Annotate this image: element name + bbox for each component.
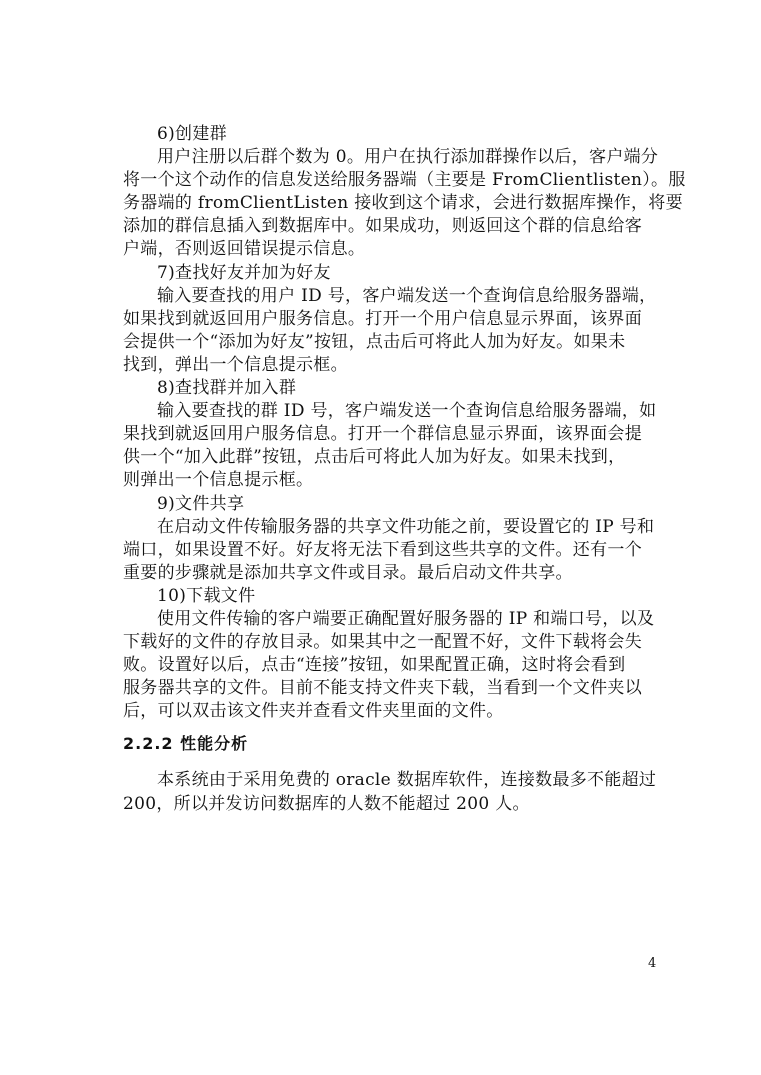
section-create-group [123, 123, 686, 262]
paragraph-line: 供一个“加入此群”按钮，点击后可将此人加为好友。如果未找到， [123, 447, 626, 468]
section-download-file [123, 585, 658, 724]
paragraph-line: 后，可以双击该文件夹并查看文件夹里面的文件。 [123, 701, 504, 722]
paragraph-line: 输入要查找的群 ID 号，客户端发送一个查询信息给服务器端，如 [157, 401, 657, 422]
paragraph-line: 重要的步骤就是添加共享文件或目录。最后启动文件共享。 [123, 562, 573, 583]
paragraph-line: 下载好的文件的存放目录。如果其中之一配置不好，文件下载将会失 [123, 632, 642, 653]
paragraph-line: 会提供一个“添加为好友”按钮，点击后可将此人加为好友。如果未 [123, 331, 626, 352]
section-title: 6)创建群 [157, 124, 227, 144]
paragraph-line: 用户注册以后群个数为 0。用户在执行添加群操作以后，客户端分 [157, 147, 659, 168]
paragraph-line: 户端，否则返回错误提示信息。 [123, 239, 366, 260]
paragraph-line: 将一个这个动作的信息发送给服务器端（主要是 FromClientlisten）。服 [123, 170, 686, 191]
paragraph-line: 务器端的 fromClientListen 接收到这个请求，会进行数据库操作，将要 [123, 193, 683, 214]
paragraph-line: 服务器共享的文件。目前不能支持文件夹下载，当看到一个文件夹以 [123, 678, 642, 699]
paragraph-line: 找到，弹出一个信息提示框。 [123, 354, 348, 375]
section-find-friend [123, 262, 658, 377]
paragraph-line: 端口，如果设置不好。好友将无法下看到这些共享的文件。还有一个 [123, 539, 642, 560]
section-title: 10)下载文件 [157, 585, 256, 606]
paragraph-line: 本系统由于采用免费的 oracle 数据库软件，连接数最多不能超过 [157, 770, 657, 791]
section-file-sharing [123, 493, 658, 585]
section-title: 9)文件共享 [157, 493, 245, 514]
paragraph-line: 使用文件传输的客户端要正确配置好服务器的 IP 和端口号，以及 [157, 608, 655, 629]
paragraph-line: 200，所以并发访问数据库的人数不能超过 200 人。 [123, 793, 530, 814]
paragraph-line: 输入要查找的用户 ID 号，客户端发送一个查询信息给服务器端， [157, 285, 657, 306]
section-title: 8)查找群并加入群 [157, 378, 297, 399]
page-body [123, 123, 686, 816]
section-performance-analysis [123, 732, 658, 815]
subsection-heading: 2.2.2 性能分析 [123, 734, 249, 754]
page-number: 4 [648, 956, 657, 971]
paragraph-line: 则弹出一个信息提示框。 [123, 470, 314, 491]
section-find-group [123, 377, 658, 492]
paragraph-line: 败。设置好以后，点击“连接”按钮，如果配置正确，这时将会看到 [123, 655, 626, 676]
paragraph-line: 添加的群信息插入到数据库中。如果成功，则返回这个群的信息给客 [123, 216, 642, 237]
section-title: 7)查找好友并加为好友 [157, 262, 331, 283]
paragraph-line: 果找到就返回用户服务信息。打开一个群信息显示界面，该界面会提 [123, 424, 642, 445]
paragraph-line: 如果找到就返回用户服务信息。打开一个用户信息显示界面，该界面 [123, 308, 642, 329]
paragraph-line: 在启动文件传输服务器的共享文件功能之前，要设置它的 IP 号和 [157, 516, 655, 537]
